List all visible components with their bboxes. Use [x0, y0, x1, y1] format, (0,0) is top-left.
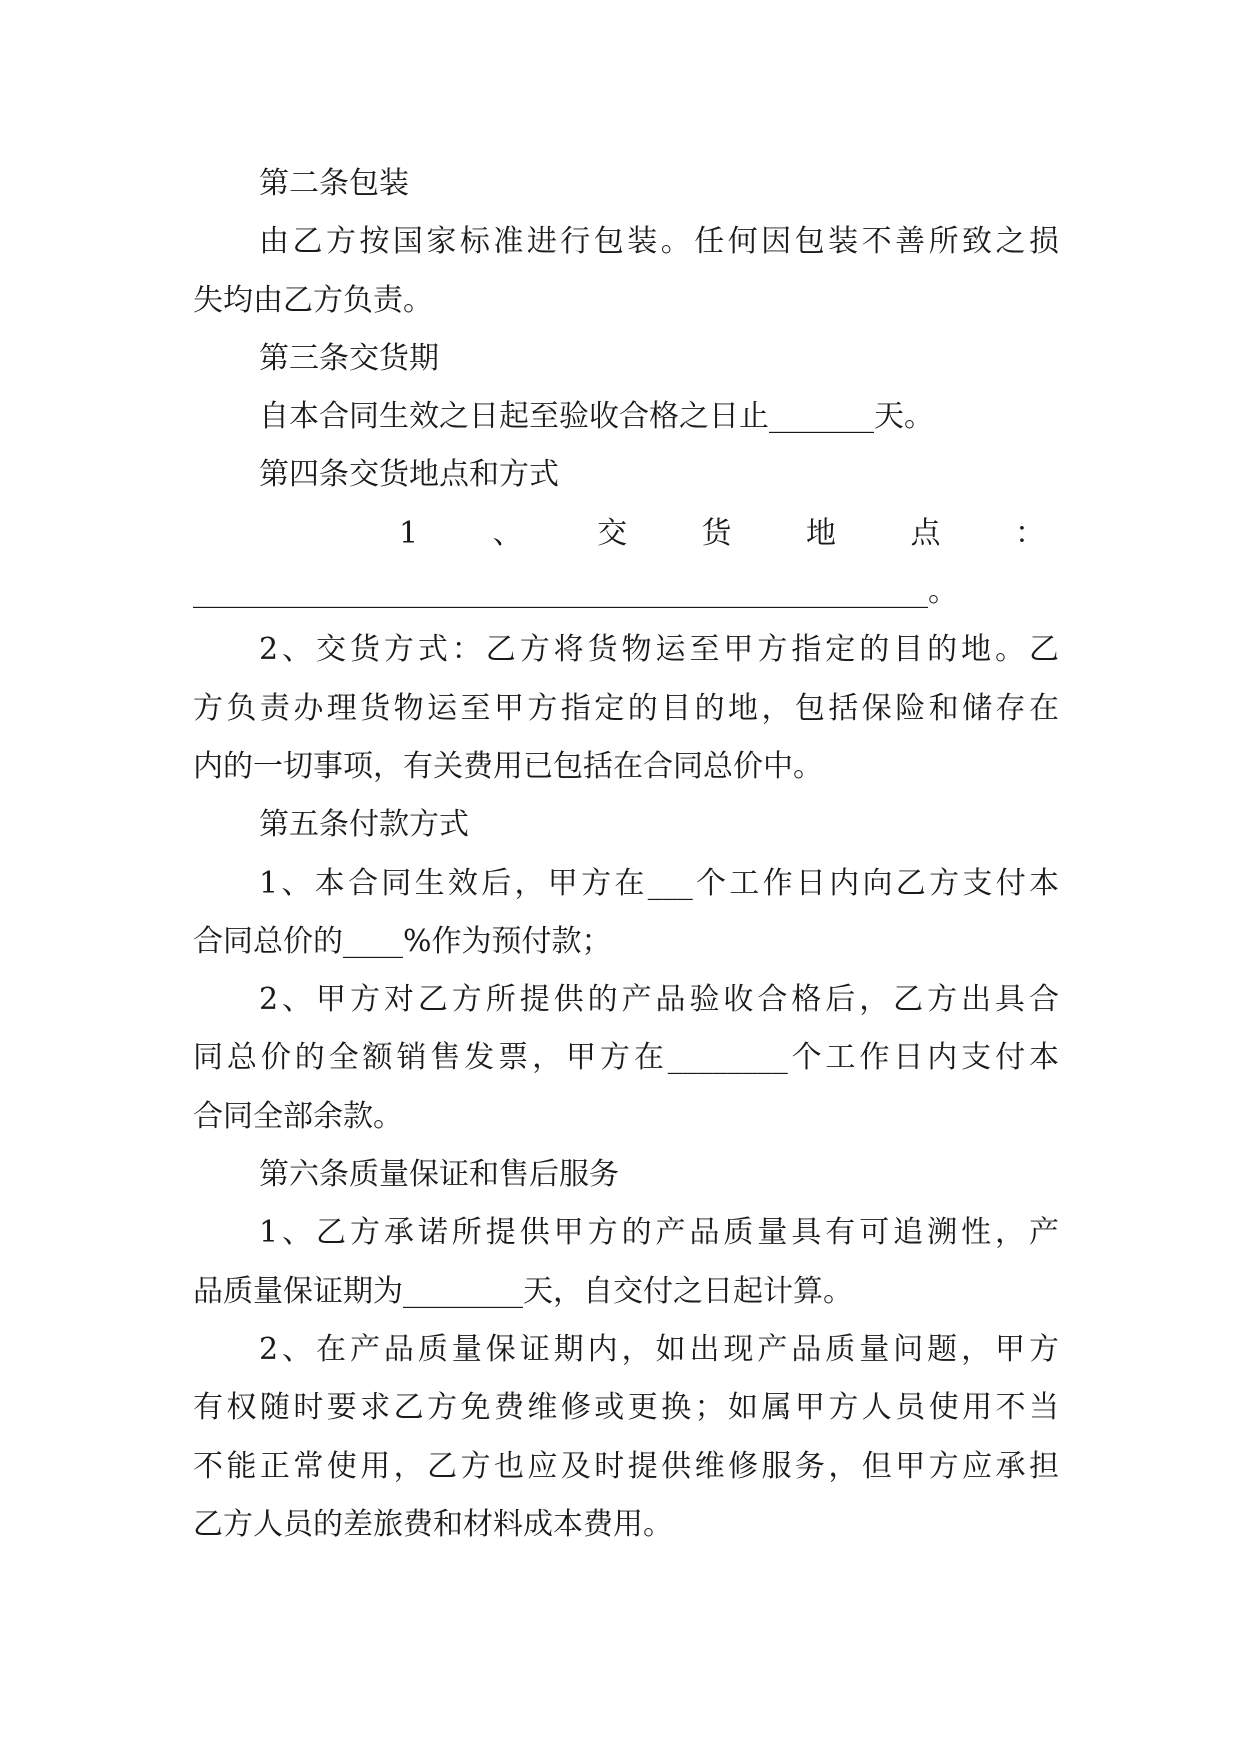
paragraph-line-text: 乙方人员的差旅费和材料成本费用。 [193, 1506, 673, 1542]
delivery-place-line [193, 505, 1059, 563]
delivery-place-token: 点 [910, 515, 941, 551]
delivery-place-blank-line [193, 563, 1059, 621]
heading-article-5 [193, 796, 1059, 854]
paragraph-line [193, 1438, 1059, 1496]
paragraph-line-text: 由乙方按国家标准进行包装。任何因包装不善所致之损 [259, 224, 1059, 260]
delivery-place-token: ： [1015, 515, 1045, 551]
paragraph-line [193, 1379, 1059, 1437]
paragraph-line [193, 272, 1059, 330]
heading-article-2 [193, 155, 1059, 213]
paragraph-line [193, 913, 1059, 971]
paragraph-line-text: 2、在产品质量保证期内，如出现产品质量问题，甲方 [259, 1331, 1059, 1367]
paragraph-line-text: 合同总价的____%作为预付款； [193, 923, 612, 959]
paragraph-line-text: 不能正常使用，乙方也应及时提供维修服务，但甲方应承担 [193, 1448, 1059, 1484]
paragraph-line-text: 1、乙方承诺所提供甲方的产品质量具有可追溯性，产 [259, 1215, 1059, 1251]
paragraph-line [193, 1029, 1059, 1087]
paragraph-line [193, 1496, 1059, 1554]
paragraph-line-text: 合同全部余款。 [193, 1098, 403, 1134]
delivery-place-blank: _________________________________________________。 [193, 574, 958, 610]
delivery-place-token: 、 [492, 515, 523, 551]
paragraph-line-text: 失均由乙方负责。 [193, 282, 433, 318]
paragraph-line-text: 品质量保证期为________天，自交付之日起计算。 [193, 1273, 853, 1309]
paragraph-line [193, 1204, 1059, 1262]
paragraph-line [193, 388, 1059, 446]
paragraph-line [193, 971, 1059, 1029]
heading-article-6 [193, 1146, 1059, 1204]
heading-article-4 [193, 446, 1059, 504]
paragraph-line-text: 2、交货方式：乙方将货物运至甲方指定的目的地。乙 [259, 632, 1059, 668]
delivery-place-token: 交 [597, 515, 628, 551]
heading-article-3 [193, 330, 1059, 388]
heading-article-5-text: 第五条付款方式 [259, 807, 469, 843]
paragraph-line [193, 621, 1059, 679]
paragraph-line-text: 有权随时要求乙方免费维修或更换；如属甲方人员使用不当 [193, 1390, 1059, 1426]
paragraph-line-text: 1、本合同生效后，甲方在___个工作日内向乙方支付本 [259, 865, 1059, 901]
delivery-place-token: 地 [806, 515, 837, 551]
paragraph-line [193, 680, 1059, 738]
paragraph-line-text: 自本合同生效之日起至验收合格之日止_______天。 [259, 399, 934, 435]
heading-article-2-text: 第二条包装 [259, 166, 409, 201]
paragraph-line-text: 方负责办理货物运至甲方指定的目的地，包括保险和储存在 [193, 690, 1059, 726]
paragraph-line-text: 内的一切事项，有关费用已包括在合同总价中。 [193, 748, 823, 784]
paragraph-line [193, 1263, 1059, 1321]
heading-article-6-text: 第六条质量保证和售后服务 [259, 1157, 619, 1193]
delivery-place-token: 1 [399, 515, 419, 551]
paragraph-line-text: 2、甲方对乙方所提供的产品验收合格后，乙方出具合 [259, 982, 1059, 1018]
heading-article-3-text: 第三条交货期 [259, 340, 439, 376]
paragraph-line-text: 同总价的全额销售发票，甲方在________个工作日内支付本 [193, 1040, 1059, 1076]
heading-article-4-text: 第四条交货地点和方式 [259, 457, 559, 493]
paragraph-line [193, 855, 1059, 913]
paragraph-line [193, 1088, 1059, 1146]
paragraph-line [193, 213, 1059, 271]
contract-text [193, 155, 1059, 1554]
paragraph-line [193, 1321, 1059, 1379]
delivery-place-token: 货 [701, 515, 732, 551]
paragraph-line [193, 738, 1059, 796]
